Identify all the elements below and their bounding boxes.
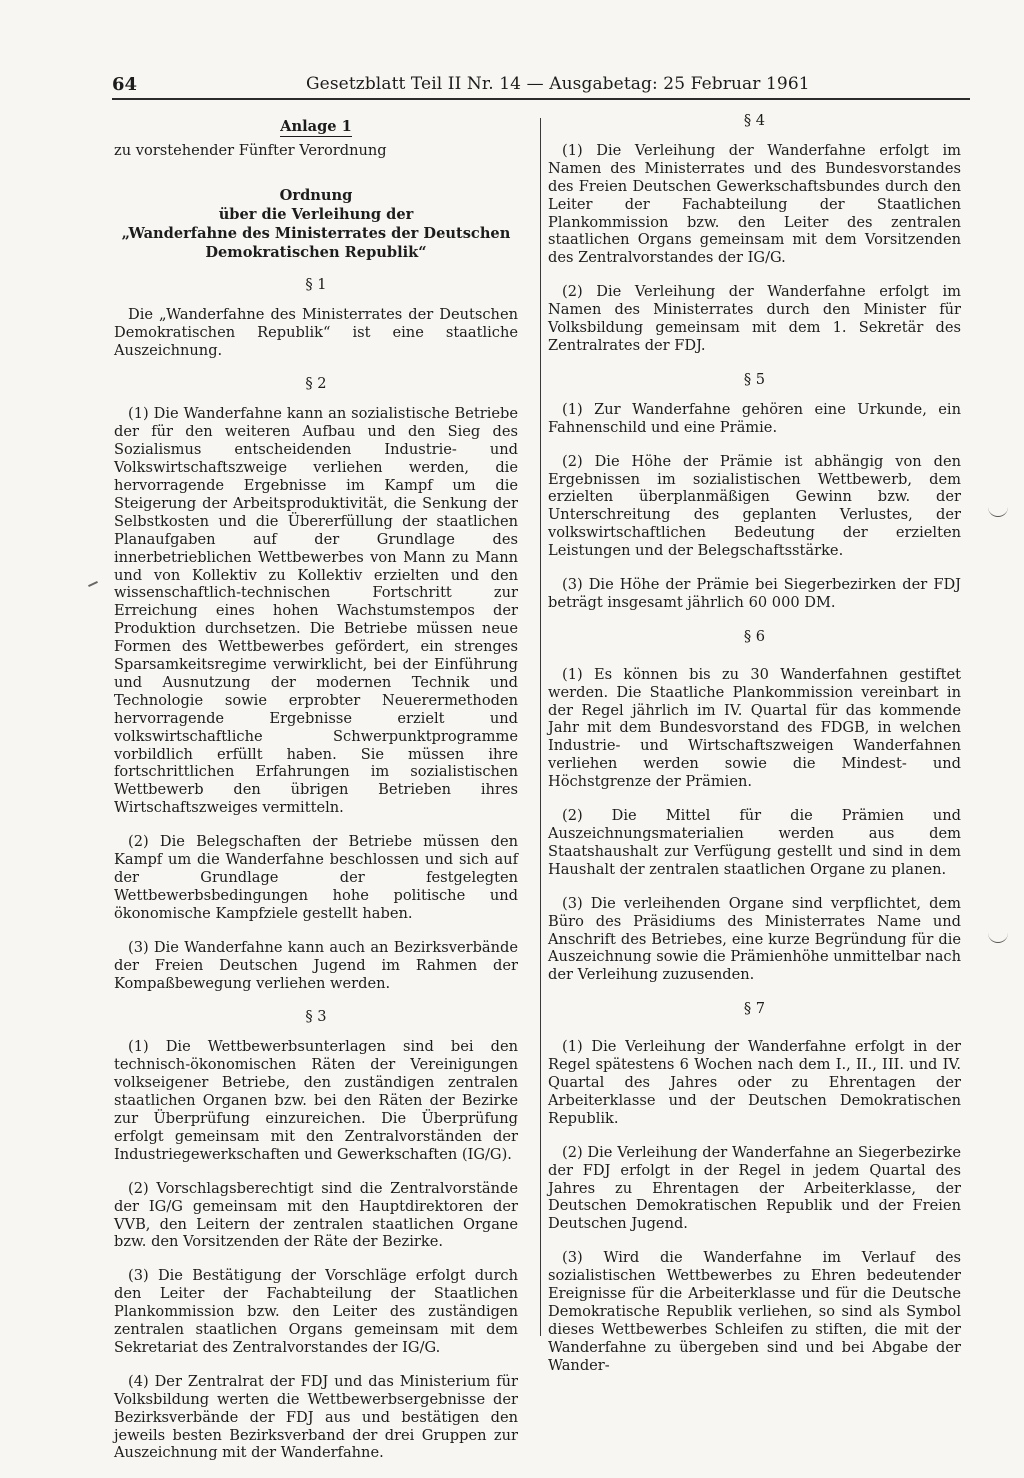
page-number: 64 [112,74,138,95]
section-heading: § 6 [743,627,766,645]
paragraph: Die „Wanderfahne des Ministerrates der Deutschen Demokratischen Republik“ ist eine staatliche Auszeichnung. [114,305,518,359]
paragraph: (2) Vorschlagsberechtigt sind die Zentralvorstände der IG/G gemeinsam mit den Hauptdirektoren der VVB, den Leitern der zentralen staatlichen Organe bzw. den Vorsitzenden der Räte der Bezirke. [114,1179,518,1251]
title-line: Ordnung [279,186,353,204]
paragraph: (2) Die Höhe der Prämie ist abhängig von den Ergebnissen im sozialistischen Wettbewerb, dem erzielten überplanmäßigen Gewinn bzw. der Unterschreitung des geplanten Verlustes, der volkswirtschaftlichen Bedeutung der erzielten Leistungen und der Belegschaftsstärke. [548,452,961,560]
ordinance-title [114,186,518,262]
paragraph: (1) Die Verleihung der Wanderfahne erfolgt in der Regel spätestens 6 Wochen nach dem I., II., III. und IV. Quartal des Jahres oder zu Ehrentagen der Arbeiterklasse und der Deutschen Demokratischen Republik. [548,1038,961,1127]
paragraph: (2) Die Belegschaften der Betriebe müssen den Kampf um die Wanderfahne beschlossen und sich auf der Grundlage der festgelegten Wettbewerbsbedingungen hohe politische und ökonomische Kampfziele gestellt haben. [114,833,518,922]
page-header [112,72,972,96]
paragraph: (3) Die Bestätigung der Vorschläge erfolgt durch den Leiter der Fachabteilung der Staatlichen Plankommission bzw. den Leiter des zuständigen zentralen staatlichen Organs gemeinsam mit dem Sekretariat des Zentralvorstandes der IG/G. [114,1267,518,1356]
section-heading: § 2 [305,375,327,393]
section-heading: § 7 [743,1000,766,1018]
section-heading: § 4 [743,112,766,129]
section-heading: § 5 [743,370,766,388]
paragraph: (3) Die Wanderfahne kann auch an Bezirksverbände der Freien Deutschen Jugend im Rahmen der Kompaßbewegung verliehen werden. [114,938,518,992]
margin-mark [988,506,1008,517]
paragraph: (3) Die Höhe der Prämie bei Siegerbezirken der FDJ beträgt insgesamt jährlich 60 000 DM. [548,576,961,611]
running-head: Gesetzblatt Teil II Nr. 14 — Ausgabetag: 25 Februar 1961 [306,74,810,94]
paragraph: (2) Die Verleihung der Wanderfahne erfolgt im Namen des Ministerrates durch den Minister für Volksbildung gemeinsam mit dem 1. Sekretär des Zentralrates der FDJ. [548,283,961,354]
margin-tick [88,581,98,587]
paragraph: (1) Die Wettbewerbsunterlagen sind bei den technisch-ökonomischen Räten der Vereinigungen volkseigener Betriebe, den zuständigen zentralen staatlichen Organen bzw. bei den Räten der Bezirke zur Überprüfung einzureichen. Die Überprüfung erfolgt gemeinsam mit den Zentralvorständen der Industriegewerkschaften und Gewerkschaften (IG/G). [114,1038,518,1163]
header-rule [112,98,970,100]
margin-mark [988,932,1008,943]
paragraph: (1) Die Verleihung der Wanderfahne erfolgt im Namen des Ministerrates und des Bundesvorstandes des Freien Deutschen Gewerkschaftsbundes durch den Leiter der Fachabteilung der Staatlichen Plankommission bzw. den Leiter des zentralen staatlichen Organs gemeinsam mit dem Vorsitzenden des Zentralvorstandes der IG/G. [548,141,961,267]
section-heading: § 1 [305,275,327,293]
column-divider [540,118,541,1336]
annex-heading: Anlage 1 [280,118,352,135]
left-column [114,118,518,1478]
right-column [548,112,961,1391]
paragraph: (1) Die Wanderfahne kann an sozialistische Betriebe der für den weiteren Aufbau und den Sieg des Sozialismus entscheidenden Industrie- und Volkswirtschaftszweige verliehen werden, die hervorragende Ergebnisse im Kampf um die Steigerung der Arbeitsproduktivität, die Senkung der Selbstkosten und die Übererfüllung der staatlichen Planaufgaben auf der Grundlage des innerbetrieblichen Wettbewerbes von Mann zu Mann und von Kollektiv zu Kollektiv erzielten und den wissenschaftlich-technischen Fortschritt zur Erreichung eines hohen Wachstumstempos der Produktion durchsetzen. Die Betriebe müssen neue Formen des Wettbewerbes gefördert, ein strenges Sparsamkeitsregime verwirklicht, bei der Einführung und Ausnutzung der modernen Technik und Technologie sowie erprobter Neuerermethoden hervorragende Ergebnisse erzielt und volkswirtschaftliche Schwerpunktprogramme vorbildlich erfüllt haben. Sie müssen ihre fortschrittlichen Erfahrungen im sozialistischen Wettbewerb den übrigen Betrieben ihres Wirtschaftszweiges vermitteln. [114,405,518,817]
annex-subtitle: zu vorstehender Fünfter Verordnung [114,141,387,159]
paragraph: (4) Der Zentralrat der FDJ und das Ministerium für Volksbildung werten die Wettbewerbsergebnisse der Bezirksverbände der FDJ aus und bestätigen den jeweils besten Bezirksverband der drei Gruppen zur Auszeichnung mit der Wanderfahne. [114,1372,518,1462]
paragraph: (3) Die verleihenden Organe sind verpflichtet, dem Büro des Präsidiums des Ministerrates Name und Anschrift des Betriebes, eine kurze Begründung für die Auszeichnung sowie die Prämienhöhe unmittelbar nach der Verleihung zuzusenden. [548,894,961,984]
paragraph: (2) Die Mittel für die Prämien und Auszeichnungsmaterialien werden aus dem Staatshaushalt zur Verfügung gestellt und sind in dem Haushalt der zentralen staatlichen Organe zu planen. [548,807,961,878]
paragraph: (3) Wird die Wanderfahne im Verlauf des sozialistischen Wettbewerbes zu Ehren bedeutender Ereignisse für die Arbeiterklasse und für die Deutsche Demokratische Republik verliehen, so sind als Symbol dieses Wettbewerbes Schleifen zu stiften, die mit der Wanderfahne zu übergeben sind und bei Abgabe der Wander- [548,1249,961,1374]
section-heading: § 3 [305,1008,327,1026]
paragraph: (2) Die Verleihung der Wanderfahne an Siegerbezirke der FDJ erfolgt in der Regel in jedem Quartal des Jahres zu Ehrentagen der Arbeiterklasse, der Deutschen Demokratischen Republik und der Freien Deutschen Jugend. [548,1143,961,1233]
paragraph: (1) Es können bis zu 30 Wanderfahnen gestiftet werden. Die Staatliche Plankommission vereinbart in der Regel jährlich im IV. Quartal für das kommende Jahr mit dem Bundesvorstand des FDGB, in welchen Industrie- und Wirtschaftszweigen Wanderfahnen verliehen werden sowie die Mindest- und Höchstgrenze der Prämien. [548,665,961,791]
title-line: Demokratischen Republik“ [205,243,427,261]
title-line: über die Verleihung der [218,205,414,223]
title-line: „Wanderfahne des Ministerrates der Deutschen [121,224,511,242]
paragraph: (1) Zur Wanderfahne gehören eine Urkunde, ein Fahnenschild und eine Prämie. [548,400,961,436]
